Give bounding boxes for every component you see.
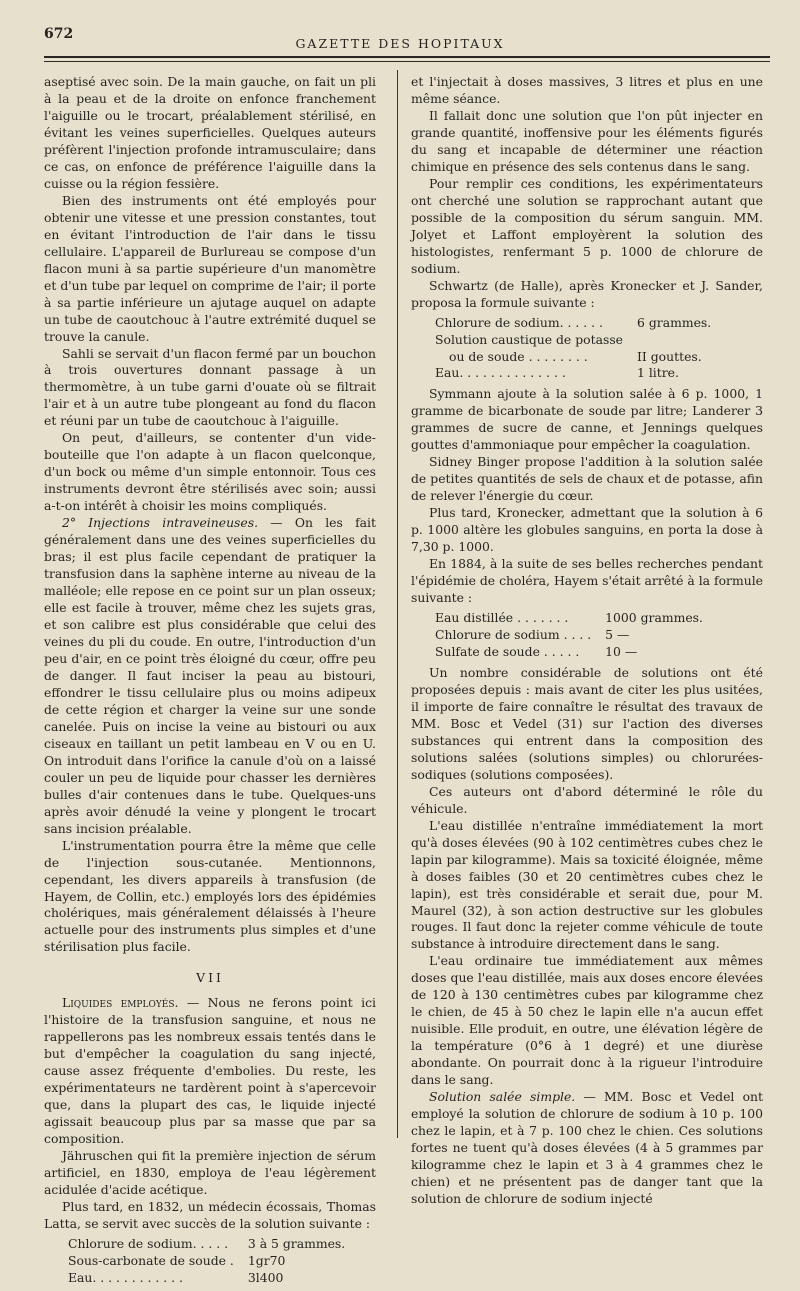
quantity: 5 — [605, 627, 630, 642]
paragraph-body: — Nous ne ferons point ici l'histoire de la transfusion sanguine, et nous ne rappellerons pas les nombreux essais tentés dans le but d'empêcher la coagulation du sang injecté, cause assez fréquente d'embolies. Du reste, les expérimentateurs ne tardèrent point à s'apercevoir que, dans la plupart des cas, le liquide injecté agissait beaucoup plus par sa masse que par sa composition. [44, 995, 376, 1147]
quantity: 1gr70 [247, 1252, 286, 1268]
paragraph-intraveineuses [44, 515, 376, 837]
page-number: 672 [44, 26, 74, 42]
paragraph: En 1884, à la suite de ses belles recherches pendant l'épidémie de choléra, Hayem s'était arrêté à la formule suivante : [411, 556, 763, 606]
paragraph: aseptisé avec soin. De la main gauche, on fait un pli à la peau et de la droite on enfonce franchement l'aiguille ou le trocart, préalablement stérilisé, en évitant les veines superficielles. Quelques auteurs préfèrent l'injection profonde intramusculaire; dans ce cas, on enfonce de préférence l'aiguille dans la cuisse ou la région fessière. [44, 74, 376, 191]
subheading-liquides: Liquides employés. [62, 995, 179, 1011]
paragraph: On peut, d'ailleurs, se contenter d'un vide-bouteille que l'on adapte à un flacon quelconque, d'un bock ou même d'un simple entonnoir. Tous ces instruments devront être stérilisés avec soin; aussi a-t-on intérêt à choisir les moins compliqués. [44, 430, 376, 514]
paragraph: Sahli se servait d'un flacon fermé par un bouchon à trois ouvertures donnant passage à un thermomètre, à un tube garni d'ouate où se filtrait l'air et à un autre tube plongeant au fond du flacon et réuni par un tube de caoutchouc à l'aiguille. [44, 345, 376, 429]
ingredient: ou de soude . . . . . . . . [449, 348, 588, 364]
formula-schwartz [435, 315, 717, 383]
formula-hayem [435, 610, 709, 661]
section-number: VII [196, 970, 224, 986]
paragraph-liquides [44, 995, 376, 1148]
header-rule [44, 56, 770, 58]
paragraph: Symmann ajoute à la solution salée à 6 p. 1000, 1 gramme de bicarbonate de soude par litre; Landerer 3 grammes de sucre de canne, et Jennings quelques gouttes d'ammoniaque pour empêcher la coagulation. [411, 386, 763, 453]
subheading-solution-salee: Solution salée simple. [429, 1089, 576, 1105]
quantity: 3 à 5 grammes. [247, 1235, 346, 1251]
ingredient: Solution caustique de potasse [435, 331, 624, 347]
formula-row [68, 1270, 351, 1287]
column-divider [397, 70, 398, 1138]
formula-row [68, 1253, 351, 1270]
right-column [411, 74, 763, 1208]
paragraph: Pour remplir ces conditions, les expérimentateurs ont cherché une solution se rapprochant autant que possible de la composition du sérum sanguin. MM. Jolyet et Laffont employèrent la solution des histologistes, renfermant 5 p. 1000 de chlorure de sodium. [411, 175, 763, 276]
formula-row [435, 627, 709, 644]
paragraph: Il fallait donc une solution que l'on pût injecter en grande quantité, inoffensive pour les éléments figurés du sang et incapable de déterminer une réaction chimique en présence des sels contenus dans le sang. [411, 107, 763, 174]
ingredient: Chlorure de sodium . . . . [435, 627, 592, 642]
ingredient: Eau. . . . . . . . . . . . [68, 1269, 184, 1285]
formula-row [435, 332, 717, 349]
running-title: GAZETTE DES HOPITAUX [295, 36, 505, 51]
subheading-intraveineuses: 2° Injections intraveineuses. [62, 515, 259, 531]
paragraph: L'eau ordinaire tue immédiatement aux mêmes doses que l'eau distillée, mais aux doses encore élevées de 120 à 130 centimètres cubes par kilogramme chez le chien, de 45 à 50 chez le lapin elle n'a aucun effet nuisible. Elle produit, en outre, une élévation légère de la température (0°6 à 1 degré) et une diurèse abondante. On pourrait donc à la rigueur l'introduire dans le sang. [411, 953, 763, 1088]
formula-row [435, 610, 709, 627]
paragraph: Sidney Binger propose l'addition à la solution salée de petites quantités de sels de chaux et de potasse, afin de relever l'énergie du cœur. [411, 454, 763, 504]
paragraph: Schwartz (de Halle), après Kronecker et J. Sander, proposa la formule suivante : [411, 277, 763, 310]
paragraph: Plus tard, en 1832, un médecin écossais, Thomas Latta, se servit avec succès de la solution suivante : [44, 1198, 376, 1231]
quantity: 1000 grammes. [605, 610, 703, 626]
paragraph: Jähruschen qui fit la première injection de sérum artificiel, en 1830, employa de l'eau légèrement acidulée d'acide acétique. [44, 1148, 376, 1197]
paragraph: et l'injectait à doses massives, 3 litres et plus en une même séance. [411, 74, 763, 106]
header-rule-thin [44, 61, 770, 62]
quantity [629, 332, 717, 349]
formula-row [435, 349, 717, 366]
paragraph: Plus tard, Kronecker, admettant que la solution à 6 p. 1000 altère les globules sanguins, en porta la dose à 7,30 p. 1000. [411, 505, 763, 555]
left-column [44, 74, 376, 1291]
paragraph: Bien des instruments ont été employés pour obtenir une vitesse et une pression constantes, tout en évitant l'introduction de l'air dans le tissu cellulaire. L'appareil de Burlureau se compose d'un flacon muni à sa partie supérieure d'un manomètre et d'un tube par lequel on comprime de l'air; il porte à sa partie inférieure un ajutage auquel on adapte un tube de caoutchouc à l'autre extrémité duquel se trouve la canule. [44, 192, 376, 344]
ingredient: Chlorure de sodium. . . . . . [435, 314, 603, 330]
ingredient: Eau. . . . . . . . . . . . . . [435, 365, 566, 381]
formula-latta [68, 1236, 351, 1287]
formula-row [435, 365, 717, 382]
quantity: II gouttes. [637, 348, 702, 364]
ingredient: Sous-carbonate de soude . [68, 1252, 234, 1268]
paragraph: L'eau distillée n'entraîne immédiatement la mort qu'à doses élevées (90 à 102 centimètres cubes chez le lapin par kilogramme). Mais sa toxicité éloignée, même à doses faibles (30 et 20 centimètres cubes chez le lapin), est très considérable et serait due, pour M. Maurel (32), à son action destructive sur les globules rouges. Il faut donc la rejeter comme véhicule de toute substance à introduire directement dans le sang. [411, 817, 763, 952]
paragraph: L'instrumentation pourra être la même que celle de l'injection sous-cutanée. Mentionnons, cependant, les divers appareils à transfusion (de Hayem, de Collin, etc.) employés lors des épidémies cholériques, mais généralement délaissés à l'heure actuelle pour des instruments plus simples et d'une stérilisation plus facile. [44, 837, 376, 955]
paragraph: Un nombre considérable de solutions ont été proposées depuis : mais avant de citer les plus usitées, il importe de faire connaître le résultat des travaux de MM. Bosc et Vedel (31) sur l'action des diverses substances qui entrent dans la composition des solutions salées (solutions simples) ou chlorurées-sodiques (solutions composées). [411, 664, 763, 782]
ingredient: Chlorure de sodium. . . . . [68, 1235, 229, 1251]
formula-row [435, 644, 709, 661]
quantity: 1 litre. [637, 365, 679, 381]
paragraph: Ces auteurs ont d'abord déterminé le rôle du véhicule. [411, 783, 763, 816]
ingredient: Sulfate de soude . . . . . [435, 643, 580, 659]
paragraph-solution-salee [411, 1089, 763, 1208]
quantity: 6 grammes. [637, 314, 712, 330]
paragraph-body: — On les fait généralement dans une des veines superficielles du bras; il est plus facile cependant de pratiquer la transfusion dans la saphène interne au niveau de la malléole; elle repose en ce point sur un plan osseux; elle est facile à trouver, même chez les sujets gras, et son calibre est plus considérable que celui des veines du pli du coude. En outre, l'introduction d'un peu d'air, en ce point très éloigné du cœur, offre peu de danger. Il faut inciser la peau au bistouri, effondrer le tissu cellulaire plus ou moins adipeux de cette région et charger la veine sur une sonde canelée. Puis on incise la veine au bistouri ou aux ciseaux en taillant un petit lambeau en V ou en U. On introduit dans l'orifice la canule d'où on a laissé couler un peu de liquide pour chasser les dernières bulles d'air contenues dans le tube. Quelques-uns après avoir dénudé la veine y plongent le trocart sans incision préalable. [44, 515, 376, 836]
formula-row [435, 315, 717, 332]
paragraph-body: — MM. Bosc et Vedel ont employé la solution de chlorure de sodium à 10 p. 100 chez le lapin, et à 7 p. 100 chez le chien. Ces solutions fortes ne tuent qu'à doses élevées (4 à 5 grammes par kilogramme chez le lapin et 3 à 4 grammes chez le chien) et ne présentent pas de danger tant que la solution de chlorure de sodium injecté [411, 1089, 763, 1206]
formula-row [68, 1236, 351, 1253]
ingredient: Eau distillée . . . . . . . [435, 610, 569, 626]
quantity: 10 — [605, 643, 638, 659]
quantity: 3l400 [247, 1269, 284, 1285]
